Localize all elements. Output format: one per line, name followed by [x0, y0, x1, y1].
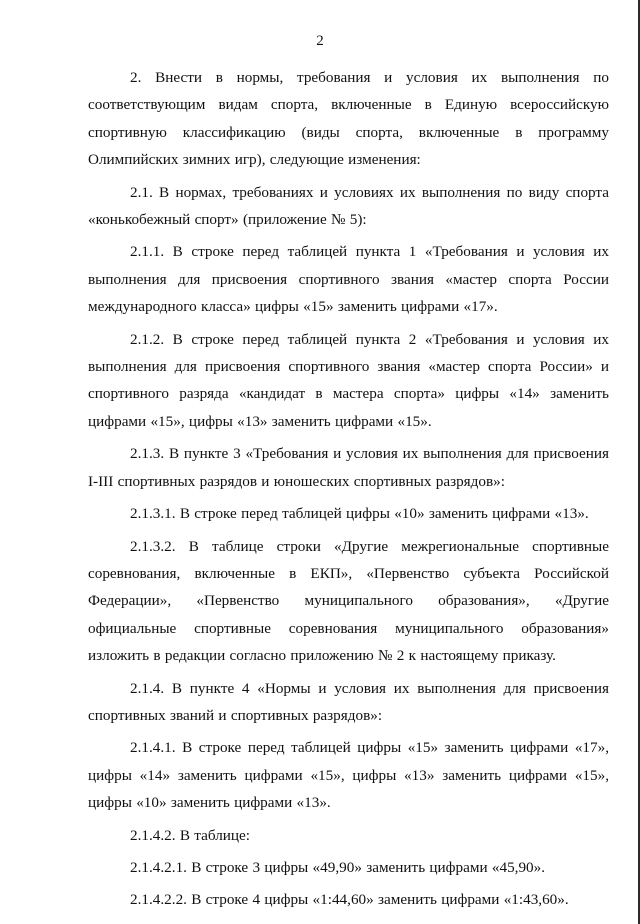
paragraph-2-1-3: 2.1.3. В пункте 3 «Требования и условия их выполнения для присвоения I-III спортивных разрядов и юношеских спортивных разрядов»: — [88, 445, 609, 490]
paragraph-2-1-2: 2.1.2. В строке перед таблицей пункта 2 «Требования и условия их выполнения для присвоения спортивного звания «мастер спорта России» и спортивного разряда «кандидат в мастера спорта» цифры «14» заменить цифрами «15», цифры «13» заменить цифрами «15». — [88, 330, 609, 430]
paragraph-2-1-3-1: 2.1.3.1. В строке перед таблицей цифры «10» заменить цифрами «13». — [130, 505, 589, 523]
paragraph-2-1-4-2: 2.1.4.2. В таблице: — [130, 826, 250, 844]
paragraph-2-1-3-2: 2.1.3.2. В таблице строки «Другие межрегиональные спортивные соревнования, включенные в ЕКП», «Первенство субъекта Российской Федерации», «Первенство муниципального образования», «Другие официальные спортивные соревнования муниципального образования» изложить в редакции согласно приложению № 2 к настоящему приказу. — [88, 537, 609, 665]
paragraph-2-1: 2.1. В нормах, требованиях и условиях их выполнения по виду спорта «конькобежный спорт» (приложение № 5): — [88, 183, 609, 229]
paragraph-2-1-4-2-1: 2.1.4.2.1. В строке 3 цифры «49,90» заменить цифрами «45,90». — [130, 858, 546, 876]
paragraph-2-1-4-2-2: 2.1.4.2.2. В строке 4 цифры «1:44,60» заменить цифрами «1:43,60». — [130, 891, 569, 909]
paragraph-2-1-1: 2.1.1. В строке перед таблицей пункта 1 «Требования и условия их выполнения для присвоения спортивного звания «мастер спорта России международного класса» цифры «15» заменить цифрами «17». — [88, 243, 609, 316]
paragraph-2-1-4-1: 2.1.4.1. В строке перед таблицей цифры «15» заменить цифрами «17», цифры «14» заменить цифрами «15», цифры «13» заменить цифрами «15», цифры «10» заменить цифрами «13». — [88, 739, 609, 812]
paragraph-2: 2. Внести в нормы, требования и условия их выполнения по соответствующим видам спорта, включенные в Единую всероссийскую спортивную классификацию (виды спорта, включенные в программу Олимпийских зимних игр), следующие изменения: — [88, 69, 609, 169]
document-body — [88, 64, 609, 914]
page-number: 2 — [316, 33, 324, 49]
paragraph-2-1-4: 2.1.4. В пункте 4 «Нормы и условия их выполнения для присвоения спортивных званий и спортивных разрядов»: — [88, 679, 609, 724]
